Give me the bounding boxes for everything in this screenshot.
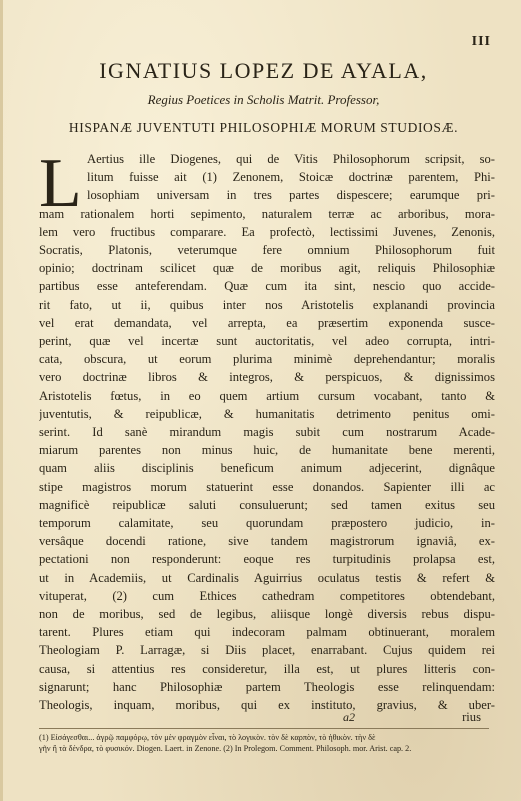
footnotes: [39, 732, 499, 754]
body-line: vituperat, (2) cum Ethices cathedram competitores obtendebant,: [39, 588, 495, 603]
body-line: opinio; doctrinam scilicet quæ de moribus agit, reliquis Philosophiæ: [39, 261, 495, 276]
body-line: Aertius ille Diogenes, qui de Vitis Philosophorum scripsit, so-: [87, 152, 495, 166]
body-line: temporum calamitate, seu quorundam præpostero judicio, in-: [39, 516, 495, 531]
body-line: Aristotelis fœtus, in eo quem artium cursum vocabant, tanto &: [39, 388, 495, 403]
dedication-heading: HISPANÆ JUVENTUTI PHILOSOPHIÆ MORUM STUDIOSÆ.: [68, 120, 459, 135]
body-line: causa, si attentius res consideretur, illa est, ut plures litteris con-: [39, 661, 495, 676]
body-line: vel erat demandata, vel arrepta, ea præsertim exponenda susce-: [39, 315, 495, 330]
footnote-rule: [39, 728, 489, 729]
body-line: rit fato, ut ii, quibus inter nos Aristotelis explanandi provincia: [39, 297, 495, 312]
body-line: mam rationalem horti sepimento, naturalem terræ ac arboribus, mora-: [39, 206, 495, 221]
body-line: lem vero fructibus comparare. Ea profectò, lectissimi Juvenes, Zenonis,: [39, 224, 495, 239]
body-line: signarunt; hanc Philosophiæ partem Theologis esse relinquendam:: [39, 679, 495, 694]
body-line: Theologiam P. Larragæ, si Diis placet, enarrabant. Cujus quidem rei: [39, 643, 495, 658]
author-subtitle: Regius Poetices in Scholis Matrit. Professor,: [147, 92, 380, 107]
body-line: Theologis, inquam, moribus, qui ex instituto, gravius, & uber-: [39, 698, 495, 713]
body-line: juventutis, & reipublicæ, & humanitatis detrimento penitus omi-: [39, 406, 495, 421]
footnote-line: γῆν ἢ τὰ δένδρα, τὸ φυσικόν. Diogen. Laert. in Zenone. (2) In Prolegom. Comment. Philosoph. mor. Arist. cap. 2.: [39, 744, 412, 753]
body-line: partibus esse anteferendam. Quæ cum ita sint, nescio quo accide-: [39, 279, 495, 294]
body-text: [39, 145, 495, 714]
body-line: litum fuisse ait (1) Zenonem, Stoicæ doctrinæ parentem, Phi-: [87, 170, 495, 185]
body-line: magnificè reipublicæ saluti consuluerunt; sed tamen exitus seu: [39, 497, 495, 512]
body-line: tarent. Plures etiam qui indecoram palmam obtinuerant, moralem: [39, 625, 495, 640]
body-line: quam aliis disciplinis beneficum animum adjecerint, dignâque: [39, 461, 495, 476]
drop-cap: L: [39, 145, 82, 222]
printer-signature: a2: [343, 710, 355, 724]
body-line: losophiam universam in tres partes dispescere; earumque pri-: [87, 188, 495, 203]
body-line: vero doctrinæ libros & integros, & perspicuos, & dignissimos: [39, 370, 495, 385]
author-title: IGNATIUS LOPEZ DE AYALA,: [99, 58, 428, 83]
body-line: serint. Id sanè mirandum magis subit cum nostrarum Acade-: [39, 425, 495, 440]
body-line: Socratis, Platonis, veterumque fere omnium Philosophorum fuit: [39, 243, 495, 258]
catchword: rius: [462, 710, 481, 724]
page-number: III: [471, 34, 491, 49]
body-line: pectationi non responderunt: eoque res turpitudinis prolapsa est,: [39, 552, 495, 567]
body-line: versâque docendi ratione, sive tandem magistrorum ignaviâ, ex-: [39, 534, 495, 549]
body-line: ut in Academiis, ut Cardinalis Aguirrius oculatus testis & refert &: [39, 570, 495, 585]
body-line: miarum parentes non minus huic, de humanitate bene merenti,: [39, 443, 495, 458]
footnote-line: (1) Εἰσάγεσθαι... ἀγρῷ παμφόρῳ, τὸν μὲν φραγμὸν εἶναι, τὸ λογικὸν. τὸν δὲ καρπὸν, τὸ ἠθικὸν. τὴν δὲ: [39, 733, 376, 742]
body-line: cata, obscura, ut eorum plurima minimè deprehendantur; moralis: [39, 352, 495, 367]
body-line: stipe magistros morum statuerint esse donandos. Sapienter illi ac: [39, 479, 495, 494]
body-line: perint, quæ vel incertæ sunt auctoritatis, vel adeo corrupta, intri-: [39, 334, 495, 349]
body-line: non de moribus, sed de legibus, aliisque longè diversis rebus dispu-: [39, 607, 495, 622]
